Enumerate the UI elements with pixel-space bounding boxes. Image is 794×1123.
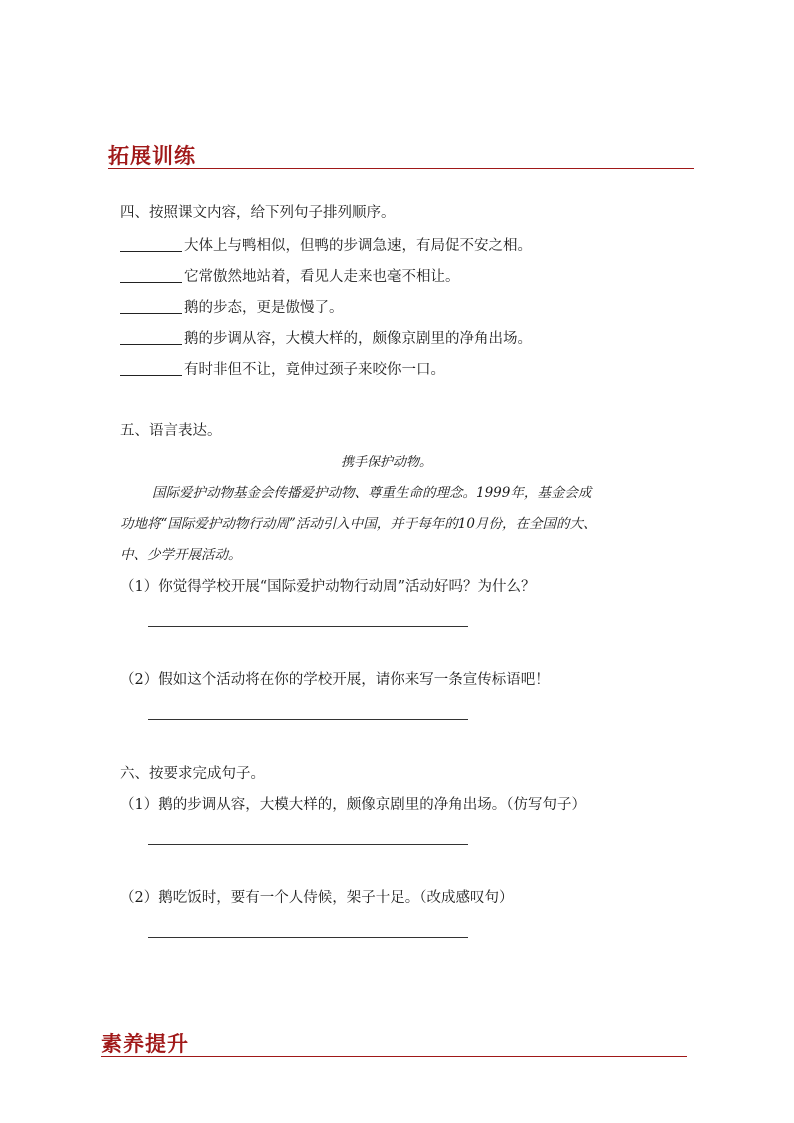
passage-title: 携手保护动物。	[341, 455, 433, 470]
q6-sub1: （1）鹅的步调从容，大模大样的，颇像京剧里的净角出场。（仿写句子）	[120, 797, 586, 813]
heading-rule-literacy	[101, 1056, 687, 1057]
answer-line[interactable]	[148, 626, 468, 627]
q4-item	[120, 361, 445, 378]
section-heading-extension: 拓展训练	[108, 143, 196, 168]
q5-sub2: （2）假如这个活动将在你的学校开展，请你来写一条宣传标语吧！	[120, 672, 550, 688]
q6-sub2: （2）鹅吃饭时，要有一个人侍候，架子十足。（改成感叹句）	[120, 890, 514, 906]
answer-line[interactable]	[148, 937, 468, 938]
q4-item-text: 它常傲然地站着，看见人走来也毫不相让。	[184, 269, 460, 285]
passage-line: 国际爱护动物基金会传播爱护动物、尊重生命的理念。1999年，基金会成	[152, 485, 592, 501]
q4-item	[120, 268, 460, 285]
q5-title: 五、语言表达。	[120, 423, 222, 439]
passage-line: 中、少学开展活动。	[120, 547, 242, 563]
q6-title: 六、按要求完成句子。	[120, 766, 265, 782]
q4-item	[120, 330, 532, 347]
q4-item-text: 大体上与鸭相似，但鸭的步调急速，有局促不安之相。	[184, 238, 532, 254]
order-blank[interactable]	[120, 299, 182, 314]
order-blank[interactable]	[120, 361, 182, 376]
order-blank[interactable]	[120, 268, 182, 283]
section-heading-literacy: 素养提升	[101, 1031, 189, 1056]
q4-title: 四、按照课文内容，给下列句子排列顺序。	[120, 205, 396, 221]
q4-item-text: 有时非但不让，竟伸过颈子来咬你一口。	[184, 362, 445, 378]
order-blank[interactable]	[120, 237, 182, 252]
q4-item-text: 鹅的步态，更是傲慢了。	[184, 300, 344, 316]
heading-rule-extension	[108, 168, 694, 169]
q4-item	[120, 299, 344, 316]
q5-sub1: （1）你觉得学校开展“国际爱护动物行动周”活动好吗？为什么？	[120, 579, 536, 595]
answer-line[interactable]	[148, 844, 468, 845]
answer-line[interactable]	[148, 719, 468, 720]
q4-item	[120, 237, 532, 254]
order-blank[interactable]	[120, 330, 182, 345]
passage-line: 功地将“国际爱护动物行动周”活动引入中国，并于每年的10月份，在全国的大、	[120, 516, 597, 532]
q4-item-text: 鹅的步调从容，大模大样的，颇像京剧里的净角出场。	[184, 331, 532, 347]
